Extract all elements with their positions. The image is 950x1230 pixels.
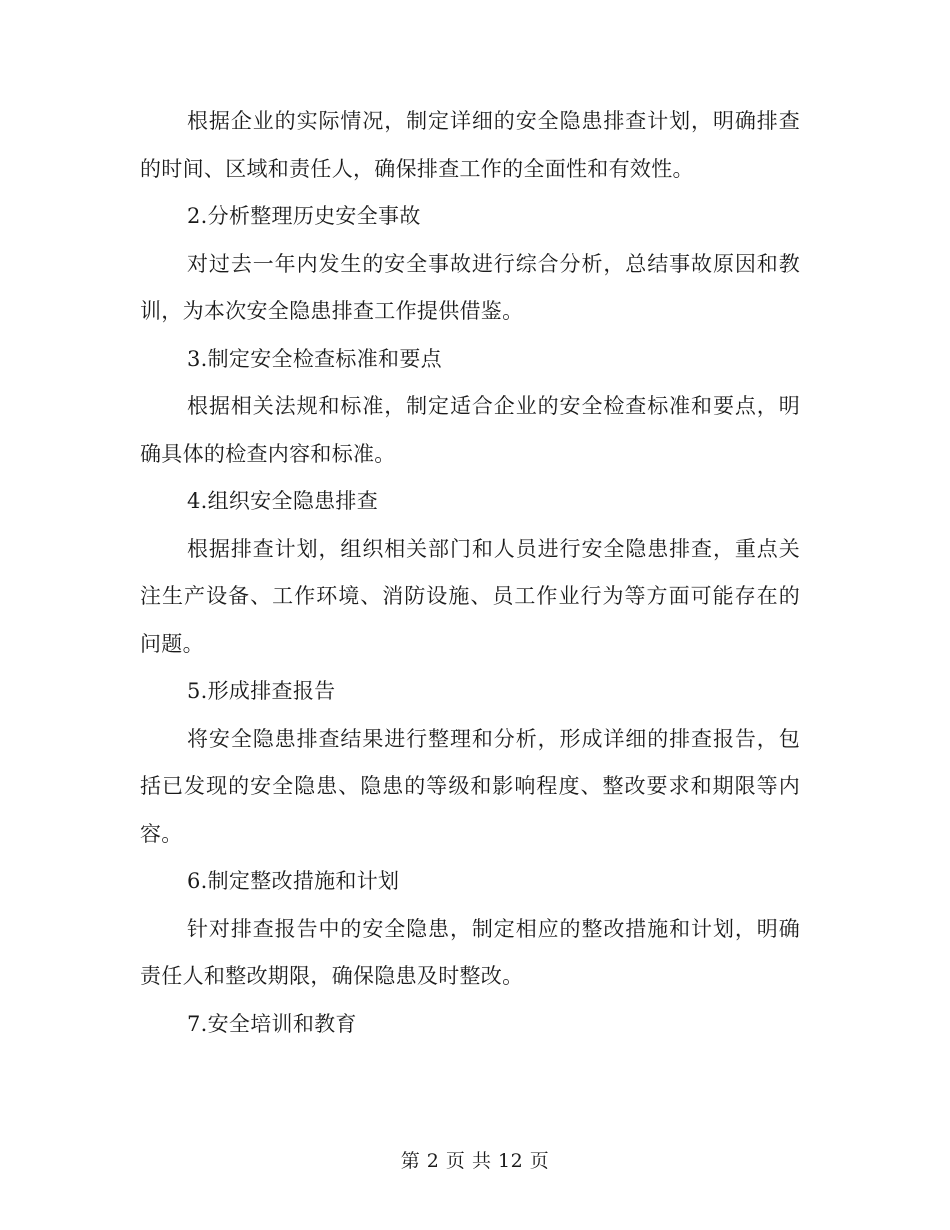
section-heading: 7.安全培训和教育 <box>187 1011 357 1036</box>
section-heading: 3.制定安全检查标准和要点 <box>187 346 442 371</box>
body-paragraph: 根据相关法规和标准，制定适合企业的安全检查标准和要点，明确具体的检查内容和标准。 <box>140 394 800 466</box>
body-paragraph: 将安全隐患排查结果进行整理和分析，形成详细的排查报告，包括已发现的安全隐患、隐患的等级和影响程度、整改要求和期限等内容。 <box>140 726 800 846</box>
section-heading: 6.制定整改措施和计划 <box>187 869 400 893</box>
section-heading: 4.组织安全隐患排查 <box>187 489 379 513</box>
page-number-footer: 第 2 页 共 12 页 <box>400 1150 550 1172</box>
body-paragraph: 根据排查计划，组织相关部门和人员进行安全隐患排查，重点关注生产设备、工作环境、消防设施、员工作业行为等方面可能存在的问题。 <box>140 536 800 656</box>
body-paragraph: 对过去一年内发生的安全事故进行综合分析，总结事故原因和教训，为本次安全隐患排查工作提供借鉴。 <box>140 251 800 323</box>
section-heading: 2.分析整理历史安全事故 <box>187 204 421 228</box>
section-heading: 5.形成排查报告 <box>187 679 336 703</box>
page-body <box>140 98 800 1048</box>
body-paragraph: 根据企业的实际情况，制定详细的安全隐患排查计划，明确排查的时间、区域和责任人，确保排查工作的全面性和有效性。 <box>140 109 800 181</box>
body-paragraph: 针对排查报告中的安全隐患，制定相应的整改措施和计划，明确责任人和整改期限，确保隐患及时整改。 <box>140 916 800 988</box>
